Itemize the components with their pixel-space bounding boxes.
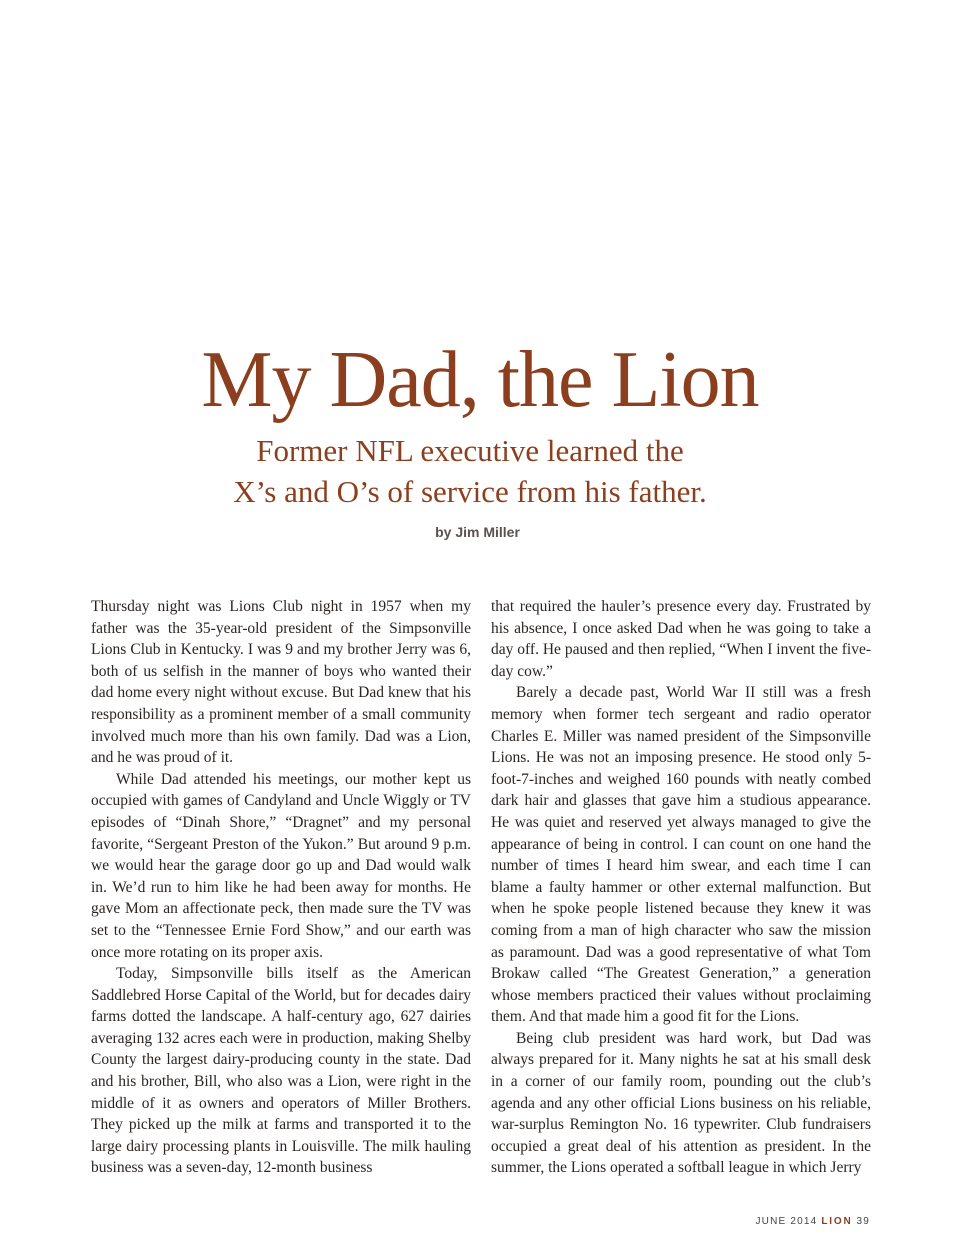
issue-date: JUNE 2014	[755, 1216, 818, 1227]
paragraph: Today, Simpsonville bills itself as the American Saddlebred Horse Capital of the World, but for decades dairy farms dotted the landscape. A half-century ago, 627 dairies averaging 132 acres each were in production, making Shelby County the largest dairy-producing county in the state. Dad and his brother, Bill, who also was a Lion, were right in the middle of it as owners and operators of Miller Brothers. They picked up the milk at farms and transported it to the large dairy processing plants in Louisville. The milk hauling business was a seven-day, 12-month business	[91, 965, 471, 1177]
paragraph: Thursday night was Lions Club night in 1957 when my father was the 35-year-old president of the Simpsonville Lions Club in Kentucky. I was 9 and my brother Jerry was 6, both of us selfish in the manner of boys who wanted their dad home every night without excuse. But Dad knew that his responsibility as a prominent member of a small community involved much more than his own family. Dad was a Lion, and he was proud of it.	[91, 598, 471, 767]
subtitle-line-2: X’s and O’s of service from his father.	[233, 474, 707, 509]
body-column-right	[491, 596, 871, 1179]
page-number: 39	[856, 1216, 870, 1227]
page-footer	[700, 1216, 870, 1227]
paragraph: that required the hauler’s presence every day. Frustrated by his absence, I once asked Dad when he was going to take a day off. He paused and then replied, “When I invent the five-day cow.”	[491, 598, 871, 680]
paragraph: Being club president was hard work, but Dad was always prepared for it. Many nights he sat at his small desk in a corner of our family room, pounding out the club’s agenda and any other official Lions business on his reliable, war-surplus Remington No. 16 typewriter. Club fundraisers occupied a great deal of his attention as president. In the summer, the Lions operated a softball league in which Jerry	[491, 1029, 871, 1177]
article-subtitle	[0, 430, 940, 512]
paragraph: Barely a decade past, World War II still was a fresh memory when former tech sergeant and radio operator Charles E. Miller was named president of the Simpsonville Lions. He was not an imposing presence. He stood only 5-foot-7-inches and weighed 160 pounds with neatly combed dark hair and glasses that gave him a studious appearance. He was quiet and reserved yet always managed to give the appearance of being in control. I can count on one hand the number of times I heard him swear, and each time I can blame a faulty hammer or other external malfunction. But when he spoke people listened because they knew it was coming from a man of high character who saw the mission as paramount. Dad was a good representative of what Tom Brokaw called “The Greatest Generation,” a generation whose members practiced their values without proclaiming them. And that made him a good fit for the Lions.	[491, 684, 871, 1026]
article-title: My Dad, the Lion	[201, 336, 759, 424]
byline: by Jim Miller	[435, 524, 520, 540]
subtitle-line-1: Former NFL executive learned the	[256, 433, 684, 468]
magazine-name: LION	[821, 1216, 853, 1227]
body-column-left	[91, 596, 471, 1179]
paragraph: While Dad attended his meetings, our mother kept us occupied with games of Candyland and Uncle Wiggly or TV episodes of “Dinah Shore,” “Dragnet” and my personal favorite, “Sergeant Preston of the Yukon.” But around 9 p.m. we would hear the garage door go up and Dad would walk in. We’d run to him like he had been away for months. He gave Mom an affectionate peck, then made sure the TV was set to the “Tennessee Ernie Ford Show,” and our earth was once more rotating on its proper axis.	[91, 770, 471, 961]
